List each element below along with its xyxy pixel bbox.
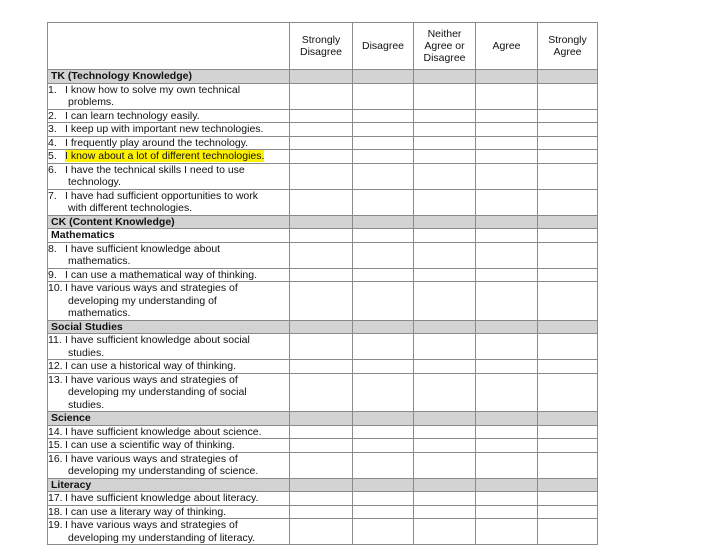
item-row [48, 268, 598, 282]
section-tk-cell [414, 70, 476, 84]
item-text-cell [48, 242, 290, 268]
item-number: 10. [48, 282, 63, 294]
survey-table [47, 22, 598, 545]
section-tk [48, 70, 598, 84]
response-cell-strongly-disagree[interactable] [290, 83, 353, 109]
response-cell-strongly-agree[interactable] [538, 83, 598, 109]
response-cell-disagree[interactable] [353, 189, 414, 215]
item-text-cell [48, 334, 290, 360]
subsection-mathematics-label: Mathematics [48, 229, 290, 243]
response-cell-strongly-agree[interactable] [538, 282, 598, 321]
response-cell-disagree[interactable] [353, 242, 414, 268]
item-statement-continued: studies. [68, 346, 105, 359]
item-text-cell [48, 163, 290, 189]
section-ck-cell [290, 215, 353, 229]
item-text-cell [48, 123, 290, 137]
response-cell-agree[interactable] [476, 519, 538, 545]
item-text-cell [48, 452, 290, 478]
response-cell-strongly-agree[interactable] [538, 373, 598, 412]
response-cell-strongly-disagree[interactable] [290, 334, 353, 360]
item-number: 1. [48, 83, 57, 96]
response-cell-agree[interactable] [476, 492, 538, 506]
response-cell-neither[interactable] [414, 150, 476, 164]
item-row [48, 452, 598, 478]
response-cell-agree[interactable] [476, 189, 538, 215]
response-cell-neither[interactable] [414, 373, 476, 412]
subsection-science-cell [414, 412, 476, 426]
item-statement: I have various ways and strategies of [65, 452, 238, 465]
response-cell-neither[interactable] [414, 282, 476, 321]
response-cell-neither[interactable] [414, 242, 476, 268]
item-statement: I frequently play around the technology. [65, 136, 249, 149]
response-cell-agree[interactable] [476, 282, 538, 321]
item-row [48, 439, 598, 453]
response-cell-agree[interactable] [476, 425, 538, 439]
response-cell-neither[interactable] [414, 189, 476, 215]
item-row [48, 360, 598, 374]
response-cell-disagree[interactable] [353, 163, 414, 189]
item-row [48, 136, 598, 150]
item-number: 16. [48, 452, 63, 465]
item-number: 11. [48, 334, 62, 346]
response-cell-neither[interactable] [414, 136, 476, 150]
item-statement: I can use a mathematical way of thinking. [65, 268, 258, 281]
response-cell-strongly-agree[interactable] [538, 505, 598, 519]
response-cell-strongly-disagree[interactable] [290, 505, 353, 519]
item-statement-continued: developing my understanding of [68, 294, 217, 307]
subsection-literacy-cell [476, 478, 538, 492]
response-cell-strongly-disagree[interactable] [290, 360, 353, 374]
item-text-cell [48, 505, 290, 519]
response-cell-strongly-agree[interactable] [538, 163, 598, 189]
item-row [48, 83, 598, 109]
item-number: 5. [48, 150, 57, 162]
response-cell-disagree[interactable] [353, 334, 414, 360]
response-cell-disagree[interactable] [353, 282, 414, 321]
subsection-social-studies [48, 320, 598, 334]
response-cell-agree[interactable] [476, 439, 538, 453]
response-cell-agree[interactable] [476, 136, 538, 150]
response-cell-agree[interactable] [476, 360, 538, 374]
header-neither: Neither Agree or Disagree [414, 23, 476, 70]
section-tk-cell [538, 70, 598, 84]
header-blank-cell [48, 23, 290, 70]
response-cell-strongly-disagree[interactable] [290, 439, 353, 453]
response-cell-disagree[interactable] [353, 123, 414, 137]
response-cell-strongly-agree[interactable] [538, 334, 598, 360]
item-number: 7. [48, 189, 57, 202]
response-cell-disagree[interactable] [353, 452, 414, 478]
item-statement: I have had sufficient opportunities to work [65, 189, 259, 202]
item-row [48, 492, 598, 506]
item-text-cell [48, 83, 290, 109]
response-cell-strongly-disagree[interactable] [290, 373, 353, 412]
response-cell-disagree[interactable] [353, 439, 414, 453]
item-statement: I have the technical skills I need to use [65, 163, 245, 176]
item-statement: I keep up with important new technologies. [65, 123, 264, 135]
item-row [48, 425, 598, 439]
subsection-social-studies-cell [414, 320, 476, 334]
subsection-mathematics-cell [538, 229, 598, 243]
response-cell-agree[interactable] [476, 109, 538, 123]
response-cell-disagree[interactable] [353, 519, 414, 545]
subsection-literacy-label: Literacy [48, 478, 290, 492]
item-number: 3. [48, 123, 57, 135]
response-cell-strongly-agree[interactable] [538, 492, 598, 506]
header-strongly-agree: Strongly Agree [538, 23, 598, 70]
response-cell-strongly-agree[interactable] [538, 109, 598, 123]
response-cell-neither[interactable] [414, 268, 476, 282]
response-cell-disagree[interactable] [353, 425, 414, 439]
item-statement-continued: mathematics. [68, 255, 131, 267]
section-tk-cell [290, 70, 353, 84]
response-cell-agree[interactable] [476, 163, 538, 189]
item-row [48, 189, 598, 215]
response-cell-agree[interactable] [476, 242, 538, 268]
response-cell-neither[interactable] [414, 83, 476, 109]
item-number: 8. [48, 242, 57, 255]
item-statement: I can use a literary way of thinking. [65, 505, 227, 518]
response-cell-strongly-disagree[interactable] [290, 492, 353, 506]
subsection-mathematics-cell [476, 229, 538, 243]
item-statement: I can learn technology easily. [65, 109, 200, 122]
item-statement: I have sufficient knowledge about [65, 242, 221, 255]
response-cell-strongly-disagree[interactable] [290, 150, 353, 164]
response-cell-strongly-disagree[interactable] [290, 519, 353, 545]
response-cell-agree[interactable] [476, 123, 538, 137]
item-number: 17. [48, 492, 63, 504]
response-cell-disagree[interactable] [353, 373, 414, 412]
item-row [48, 505, 598, 519]
response-cell-neither[interactable] [414, 360, 476, 374]
item-number: 2. [48, 109, 57, 122]
item-statement: I know how to solve my own technical [65, 83, 241, 96]
response-cell-neither[interactable] [414, 439, 476, 453]
subsection-mathematics-cell [353, 229, 414, 243]
item-row [48, 163, 598, 189]
response-cell-strongly-agree[interactable] [538, 136, 598, 150]
item-statement: I have various ways and strategies of [65, 282, 238, 294]
item-number: 4. [48, 136, 57, 149]
response-cell-agree[interactable] [476, 452, 538, 478]
response-cell-agree[interactable] [476, 150, 538, 164]
response-cell-strongly-agree[interactable] [538, 189, 598, 215]
subsection-social-studies-cell [476, 320, 538, 334]
response-cell-agree[interactable] [476, 268, 538, 282]
item-statement-continued: developing my understanding of science. [68, 465, 259, 477]
response-cell-disagree[interactable] [353, 505, 414, 519]
item-statement: I can use a scientific way of thinking. [65, 439, 235, 451]
subsection-social-studies-cell [538, 320, 598, 334]
response-cell-strongly-disagree[interactable] [290, 163, 353, 189]
item-text-cell [48, 268, 290, 282]
subsection-science-label: Science [48, 412, 290, 426]
item-statement-continued: technology. [68, 176, 121, 188]
response-cell-neither[interactable] [414, 505, 476, 519]
response-cell-strongly-agree[interactable] [538, 242, 598, 268]
response-cell-disagree[interactable] [353, 268, 414, 282]
item-text-cell [48, 519, 290, 545]
section-tk-cell [353, 70, 414, 84]
response-cell-disagree[interactable] [353, 109, 414, 123]
item-text-cell [48, 150, 290, 164]
item-text-cell [48, 189, 290, 215]
item-row [48, 109, 598, 123]
subsection-mathematics-cell [290, 229, 353, 243]
section-tk-cell [476, 70, 538, 84]
response-cell-strongly-disagree[interactable] [290, 242, 353, 268]
response-cell-strongly-disagree[interactable] [290, 109, 353, 123]
subsection-science-cell [353, 412, 414, 426]
section-ck-cell [353, 215, 414, 229]
response-cell-agree[interactable] [476, 505, 538, 519]
response-cell-agree[interactable] [476, 373, 538, 412]
response-cell-neither[interactable] [414, 109, 476, 123]
item-number: 18. [48, 505, 63, 518]
section-ck-cell [538, 215, 598, 229]
item-row [48, 373, 598, 412]
item-text-cell [48, 425, 290, 439]
response-cell-strongly-disagree[interactable] [290, 452, 353, 478]
item-statement-continued: mathematics. [68, 307, 131, 319]
item-statement-continued: with different technologies. [68, 202, 193, 214]
response-cell-disagree[interactable] [353, 360, 414, 374]
item-text-cell [48, 439, 290, 453]
response-cell-strongly-agree[interactable] [538, 439, 598, 453]
item-row [48, 334, 598, 360]
item-row [48, 519, 598, 545]
response-cell-neither[interactable] [414, 425, 476, 439]
header-disagree: Disagree [353, 23, 414, 70]
item-number: 12. [48, 360, 63, 372]
response-cell-strongly-agree[interactable] [538, 452, 598, 478]
response-cell-disagree[interactable] [353, 492, 414, 506]
subsection-science-cell [290, 412, 353, 426]
subsection-literacy-cell [538, 478, 598, 492]
item-row [48, 150, 598, 164]
subsection-literacy-cell [353, 478, 414, 492]
response-cell-strongly-disagree[interactable] [290, 136, 353, 150]
response-cell-neither[interactable] [414, 163, 476, 189]
item-number: 6. [48, 163, 57, 176]
section-tk-label: TK (Technology Knowledge) [48, 70, 290, 84]
section-ck-cell [476, 215, 538, 229]
item-text-cell [48, 282, 290, 321]
response-cell-strongly-agree[interactable] [538, 123, 598, 137]
item-statement-continued: developing my understanding of literacy. [68, 531, 256, 544]
response-cell-strongly-agree[interactable] [538, 519, 598, 545]
response-cell-disagree[interactable] [353, 83, 414, 109]
item-number: 19. [48, 519, 63, 531]
header-agree: Agree [476, 23, 538, 70]
response-cell-neither[interactable] [414, 492, 476, 506]
subsection-science [48, 412, 598, 426]
item-row [48, 123, 598, 137]
item-statement: I have sufficient knowledge about literacy. [65, 492, 259, 504]
response-cell-strongly-disagree[interactable] [290, 189, 353, 215]
item-text-cell [48, 492, 290, 506]
section-ck [48, 215, 598, 229]
item-text-cell [48, 109, 290, 123]
subsection-literacy-cell [290, 478, 353, 492]
response-cell-neither[interactable] [414, 123, 476, 137]
response-cell-agree[interactable] [476, 83, 538, 109]
response-cell-strongly-agree[interactable] [538, 425, 598, 439]
response-cell-strongly-agree[interactable] [538, 150, 598, 164]
item-row [48, 242, 598, 268]
subsection-science-cell [538, 412, 598, 426]
item-number: 9. [48, 268, 57, 281]
response-cell-strongly-disagree[interactable] [290, 123, 353, 137]
item-statement: I have sufficient knowledge about science. [65, 425, 262, 438]
item-statement-continued: developing my understanding of social [68, 386, 247, 398]
item-statement: I have various ways and strategies of [65, 519, 238, 531]
item-text-cell [48, 360, 290, 374]
response-cell-strongly-agree[interactable] [538, 268, 598, 282]
item-statement: I know about a lot of different technologies. [65, 150, 265, 162]
response-cell-neither[interactable] [414, 334, 476, 360]
header-row [48, 23, 598, 70]
response-cell-disagree[interactable] [353, 150, 414, 164]
item-text-cell [48, 136, 290, 150]
subsection-science-cell [476, 412, 538, 426]
subsection-social-studies-label: Social Studies [48, 320, 290, 334]
header-strongly-disagree: Strongly Disagree [290, 23, 353, 70]
item-row [48, 282, 598, 321]
subsection-mathematics-cell [414, 229, 476, 243]
item-number: 13. [48, 373, 63, 386]
item-statement-continued: studies. [68, 398, 105, 411]
response-cell-neither[interactable] [414, 452, 476, 478]
subsection-literacy-cell [414, 478, 476, 492]
response-cell-strongly-disagree[interactable] [290, 282, 353, 321]
section-ck-label: CK (Content Knowledge) [48, 215, 290, 229]
subsection-social-studies-cell [290, 320, 353, 334]
item-statement: I have various ways and strategies of [65, 373, 238, 386]
section-ck-cell [414, 215, 476, 229]
subsection-mathematics [48, 229, 598, 243]
response-cell-disagree[interactable] [353, 136, 414, 150]
subsection-social-studies-cell [353, 320, 414, 334]
response-cell-strongly-disagree[interactable] [290, 425, 353, 439]
subsection-literacy [48, 478, 598, 492]
response-cell-strongly-disagree[interactable] [290, 268, 353, 282]
item-statement-continued: problems. [68, 96, 115, 108]
response-cell-strongly-agree[interactable] [538, 360, 598, 374]
response-cell-agree[interactable] [476, 334, 538, 360]
item-number: 14. [48, 425, 63, 438]
item-statement: I have sufficient knowledge about social [65, 334, 250, 346]
item-text-cell [48, 373, 290, 412]
response-cell-neither[interactable] [414, 519, 476, 545]
item-statement: I can use a historical way of thinking. [65, 360, 237, 372]
item-number: 15. [48, 439, 63, 451]
